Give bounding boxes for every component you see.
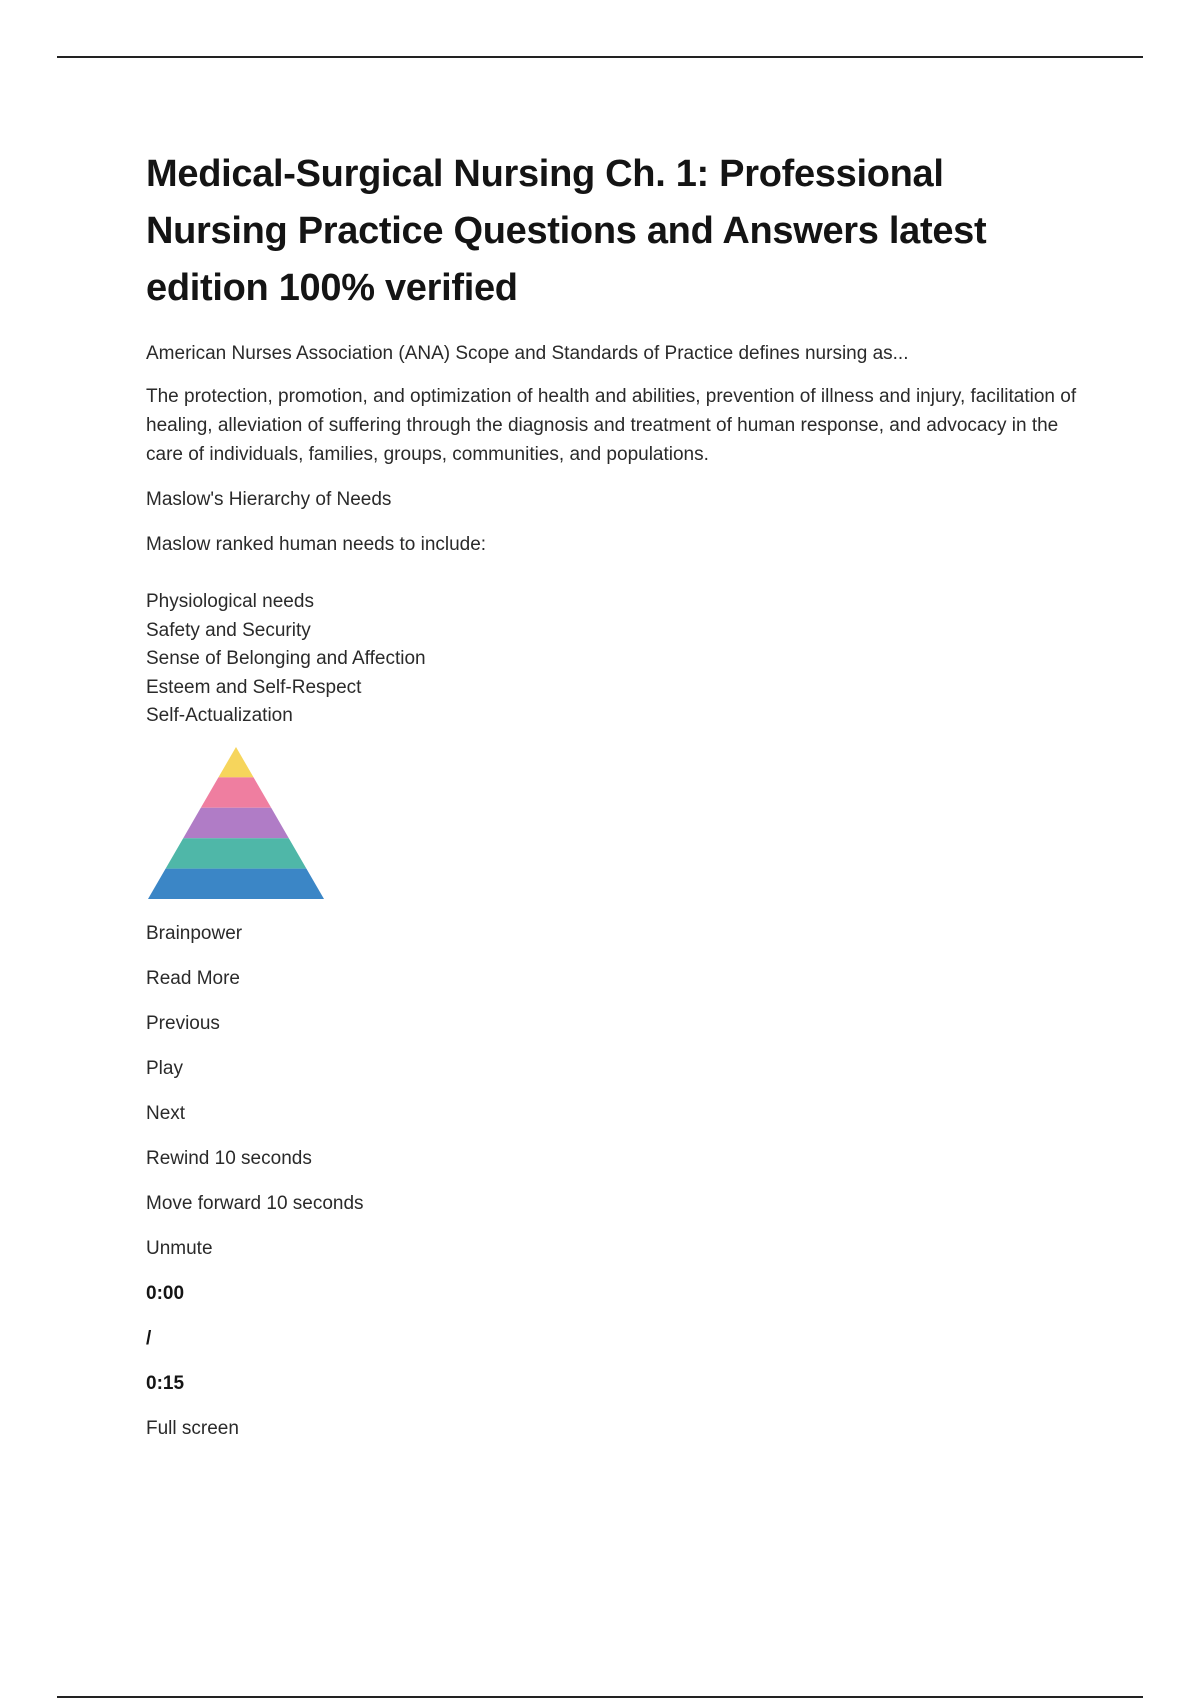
document-body [146,146,1086,1459]
read-more-link[interactable]: Read More [146,967,240,989]
current-time: 0:00 [146,1282,185,1304]
answer-1: The protection, promotion, and optimization of health and abilities, prevention of illness and injury, facilitation of healing, alleviation of suffering through the diagnosis and treatment of human response, and advocacy in the care of individuals, families, groups, communities, and populations. [146,386,1077,465]
rewind-10-button[interactable]: Rewind 10 seconds [146,1147,312,1169]
play-button[interactable]: Play [146,1057,183,1079]
previous-button[interactable]: Previous [146,1012,220,1034]
bottom-rule [57,1696,1143,1698]
brainpower-link[interactable]: Brainpower [146,922,243,944]
pyramid-level [166,838,307,868]
media-player-controls [146,919,1086,1459]
list-item: Self-Actualization [146,705,293,726]
pyramid-level [201,777,271,807]
answer-2-intro: Maslow ranked human needs to include: [146,534,487,555]
list-item: Safety and Security [146,619,311,641]
pyramid-level [183,807,289,837]
pyramid-level [148,868,324,898]
time-separator: / [146,1327,152,1349]
list-item: Physiological needs [146,591,314,612]
unmute-button[interactable]: Unmute [146,1237,213,1259]
needs-list [146,588,1086,731]
list-item: Esteem and Self-Respect [146,676,362,698]
question-1: American Nurses Association (ANA) Scope and Standards of Practice defines nursing as... [146,343,909,364]
fullscreen-button[interactable]: Full screen [146,1417,239,1439]
top-rule [57,56,1143,58]
next-button[interactable]: Next [146,1102,186,1124]
document-title: Medical-Surgical Nursing Ch. 1: Professional Nursing Practice Questions and Answers latest edition 100% verified [146,153,987,309]
list-item: Sense of Belonging and Affection [146,648,426,669]
maslow-pyramid-image [146,743,326,903]
duration-time: 0:15 [146,1372,185,1394]
pyramid-level [218,747,253,777]
forward-10-button[interactable]: Move forward 10 seconds [146,1192,364,1214]
question-2: Maslow's Hierarchy of Needs [146,489,392,510]
